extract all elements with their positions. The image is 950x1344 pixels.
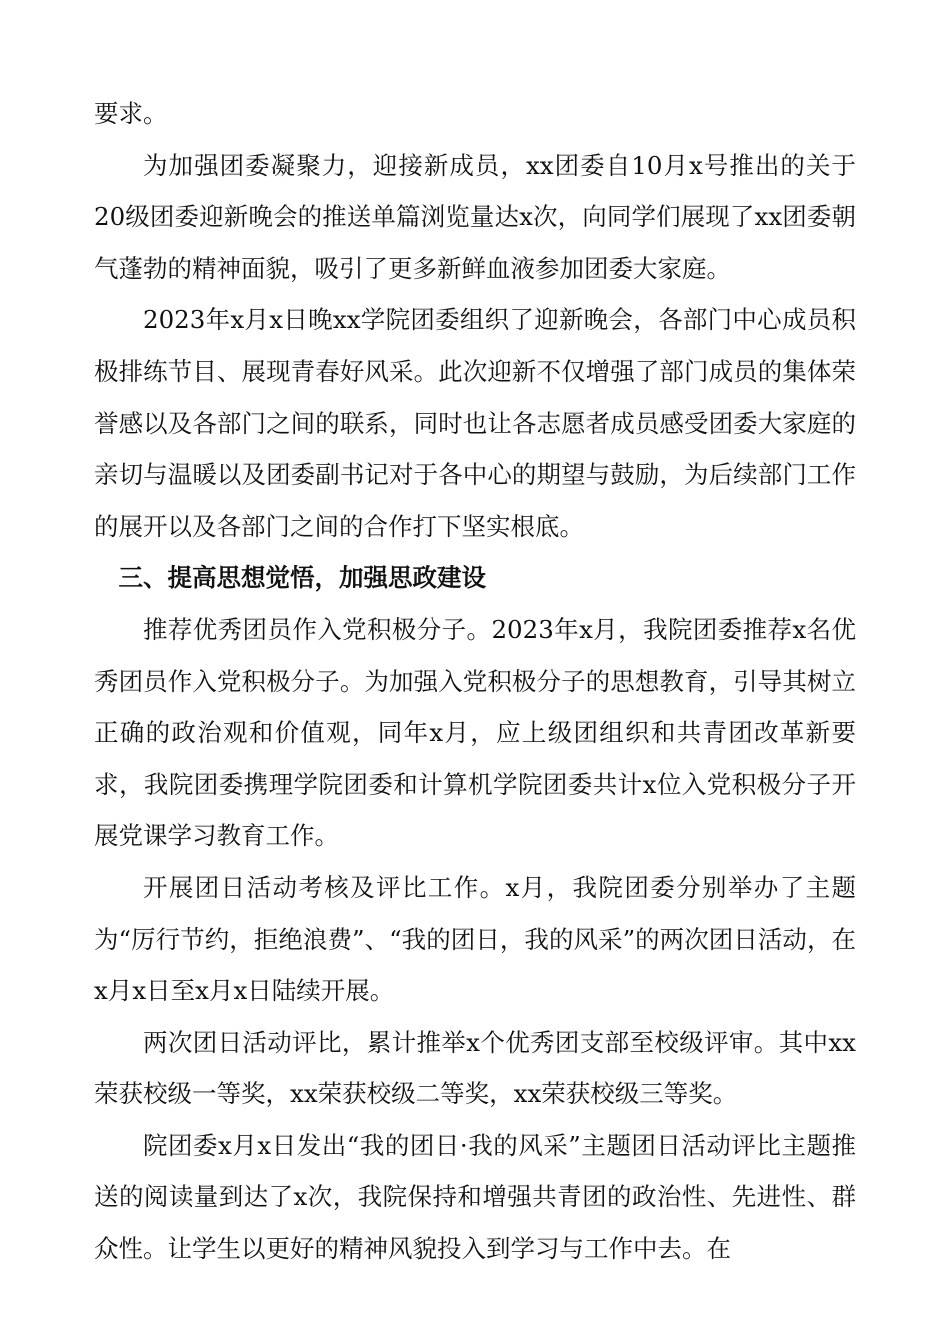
paragraph-continuation: 要求。 — [94, 99, 168, 128]
paragraph-recruitment-promotion: 为加强团委凝聚力，迎接新成员，xx团委自10月x号推出的关于20级团委迎新晚会的推送单篇浏览量达x次，向同学们展现了xx团委朝气蓬勃的精神面貌，吸引了更多新鲜血液参加团委大家庭。 — [94, 150, 856, 283]
section-heading-ideology: 三、提高思想觉悟，加强思政建设 — [118, 563, 486, 593]
paragraph-league-day-activities: 开展团日活动考核及评比工作。x月，我院团委分别举办了主题为“厉行节约，拒绝浪费”、“我的团日，我的风采”的两次团日活动，在x月x日至x月x日陆续开展。 — [94, 872, 856, 1006]
paragraph-party-activists: 推荐优秀团员作入党积极分子。2023年x月，我院团委推荐x名优秀团员作入党积极分子。为加强入党积极分子的思想教育，引导其树立正确的政治观和价值观，同年x月，应上级团组织和共青团改革新要求，我院团委携理学院团委和计算机学院团委共计x位入党积极分子开展党课学习教育工作。 — [94, 614, 856, 851]
paragraph-league-day-awards: 两次团日活动评比，累计推举x个优秀团支部至校级评审。其中xx荣获校级一等奖，xx荣获校级二等奖，xx荣获校级三等奖。 — [94, 1027, 856, 1109]
paragraph-welcome-party: 2023年x月x日晚xx学院团委组织了迎新晚会，各部门中心成员积极排练节目、展现青春好风采。此次迎新不仅增强了部门成员的集体荣誉感以及各部门之间的联系，同时也让各志愿者成员感受团委大家庭的亲切与温暖以及团委副书记对于各中心的期望与鼓励，为后续部门工作的展开以及各部门之间的合作打下坚实根底。 — [94, 305, 856, 541]
paragraph-league-day-publicity: 院团委x月x日发出“我的团日·我的风采”主题团日活动评比主题推送的阅读量到达了x次，我院保持和增强共青团的政治性、先进性、群众性。让学生以更好的精神风貌投入到学习与工作中去。在 — [94, 1130, 856, 1264]
